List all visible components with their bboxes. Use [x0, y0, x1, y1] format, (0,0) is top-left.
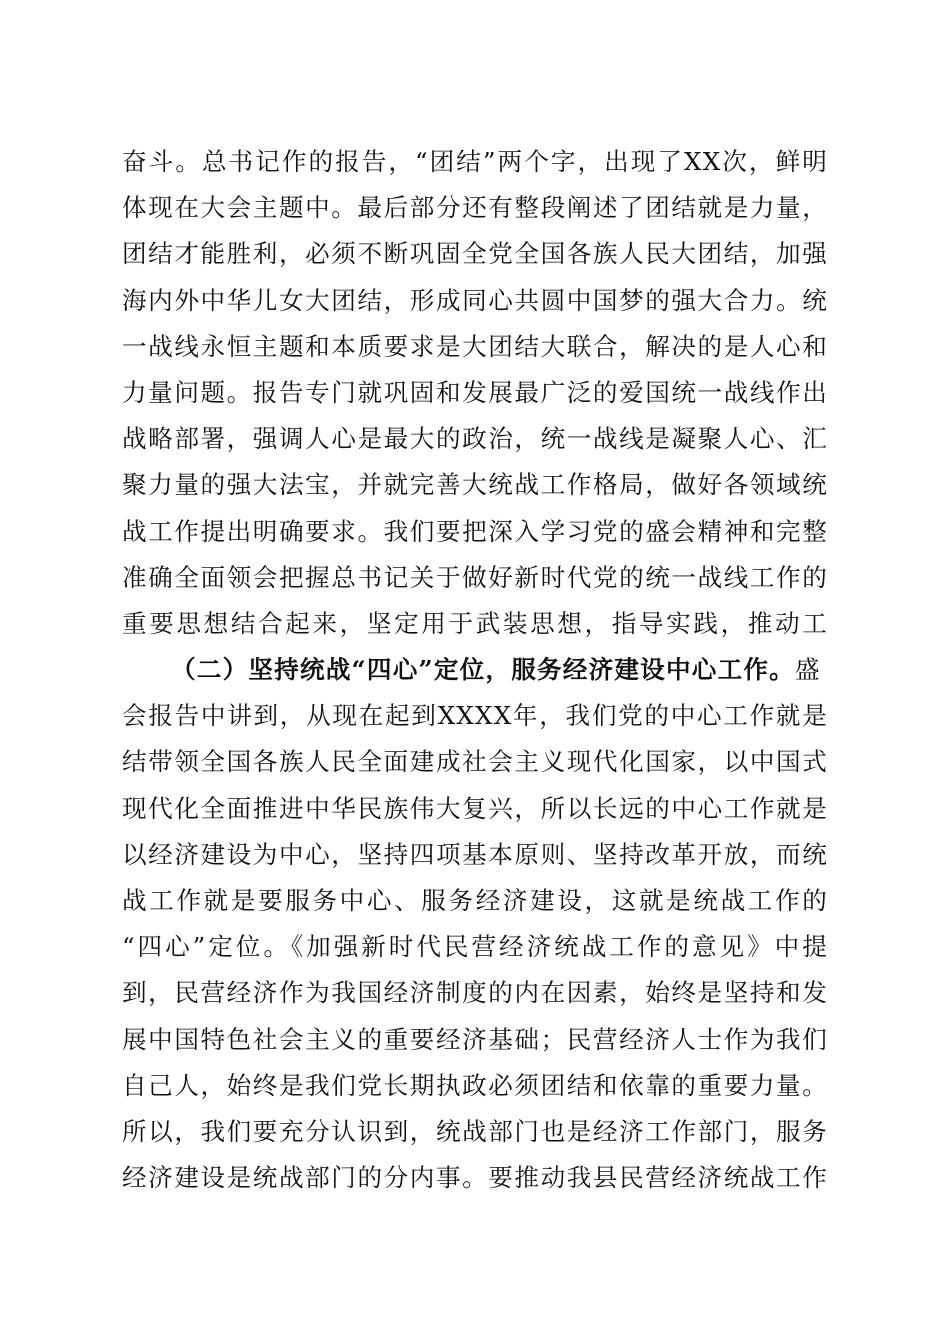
section-heading: （二）坚持统战“四心”定位，服务经济建设中心工作。 [171, 655, 795, 685]
paragraph-2-line: 以经济建设为中心，坚持四项基本原则、坚持改革开放，而统 [122, 839, 828, 869]
paragraph-1-line: 战工作提出明确要求。我们要把深入学习党的盛会精神和完整 [122, 516, 828, 546]
paragraph-2-line: 现代化全面推进中华民族伟大复兴，所以长远的中心工作就是 [122, 793, 828, 823]
paragraph-2 [122, 647, 828, 1201]
paragraph-2-line: “四心”定位。《加强新时代民营经济统战工作的意见》中提 [122, 932, 828, 962]
paragraph-2-line: 自己人，始终是我们党长期执政必须团结和依靠的重要力量。 [122, 1070, 828, 1100]
paragraph-2-line: 结带领全国各族人民全面建成社会主义现代化国家，以中国式 [122, 747, 828, 777]
paragraph-2-line: 战工作就是要服务中心、服务经济建设，这就是统战工作的 [122, 886, 828, 915]
paragraph-1-line: 体现在大会主题中。最后部分还有整段阐述了团结就是力量， [122, 193, 828, 223]
paragraph-2-heading-line [122, 647, 828, 693]
paragraph-2-line: 经济建设是统战部门的分内事。要推动我县民营经济统战工作 [122, 1163, 828, 1193]
paragraph-2-line: 会报告中讲到，从现在起到XXXX年，我们党的中心工作就是 [122, 701, 828, 731]
paragraph-1-line: 奋斗。总书记作的报告，“团结”两个字，出现了XX次，鲜明 [122, 147, 828, 176]
paragraph-2-line: 到，民营经济作为我国经济制度的内在因素，始终是坚持和发 [122, 978, 828, 1008]
paragraph-2-line: 所以，我们要充分认识到，统战部门也是经济工作部门，服务 [122, 1116, 828, 1146]
paragraph-1-line: 力量问题。报告专门就巩固和发展最广泛的爱国统一战线作出 [122, 377, 828, 407]
paragraph-1-line: 团结才能胜利，必须不断巩固全党全国各族人民大团结，加强 [122, 239, 828, 269]
paragraph-1-line: 战略部署，强调人心是最大的政治，统一战线是凝聚人心、汇 [122, 424, 828, 454]
document-body [122, 139, 828, 1201]
paragraph-1-line: 海内外中华儿女大团结，形成同心共圆中国梦的强大合力。统 [122, 285, 828, 315]
paragraph-1-line: 一战线永恒主题和本质要求是大团结大联合，解决的是人心和 [122, 331, 828, 361]
paragraph-1-line: 聚力量的强大法宝，并就完善大统战工作格局，做好各领域统 [122, 470, 828, 500]
paragraph-2-line: 展中国特色社会主义的重要经济基础；民营经济人士作为我们 [122, 1024, 828, 1054]
paragraph-1 [122, 139, 828, 647]
paragraph-1-line: 重要思想结合起来，坚定用于武装思想，指导实践，推动工 [122, 608, 828, 638]
paragraph-1-line: 准确全面领会把握总书记关于做好新时代党的统一战线工作的 [122, 562, 828, 592]
paragraph-2-first-tail: 盛 [794, 655, 821, 685]
